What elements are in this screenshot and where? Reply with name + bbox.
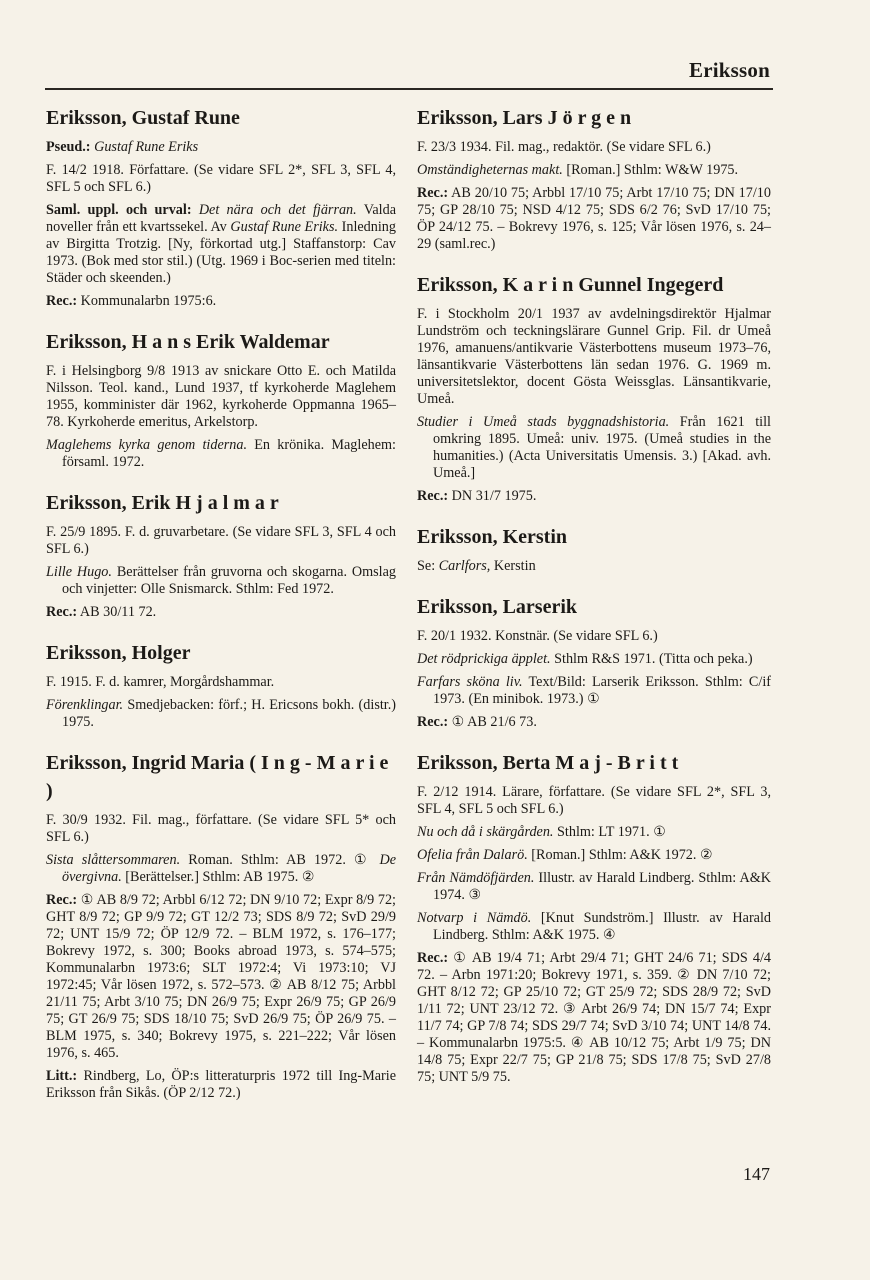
- entry: [417, 593, 771, 731]
- entry-heading: Eriksson, Erik H j a l m a r: [46, 492, 279, 514]
- text-run: DN 31/7 1975.: [448, 488, 537, 504]
- entry-heading: Eriksson, Berta M a j - B r i t t: [417, 752, 679, 774]
- running-head: Eriksson: [689, 58, 770, 82]
- field-label: Saml. uppl. och urval:: [46, 202, 199, 218]
- entry-paragraph: [46, 892, 396, 1062]
- text-run: Rindberg, Lo, ÖP:s litteraturpris 1972 till Ing-Marie Eriksson från Sikås. (ÖP 2/12 72.): [46, 1068, 396, 1101]
- entry: [46, 749, 396, 1102]
- entry-paragraph: [417, 870, 771, 904]
- left-column: [46, 104, 396, 1120]
- text-run: Berättelser från gruvorna och skogarna. Omslag och vinjetter: Olle Snismarck. Sthlm: Fed 1972.: [62, 564, 396, 597]
- title-italic: De övergivna.: [62, 852, 396, 885]
- entry-paragraph: [46, 162, 396, 196]
- entry-paragraph: [46, 293, 396, 310]
- entry-paragraph: [46, 564, 396, 598]
- entry-paragraph: [417, 784, 771, 818]
- field-label: Rec.:: [46, 892, 78, 908]
- title-italic: Farfars sköna liv.: [417, 674, 523, 690]
- entry-heading: Eriksson, Ingrid Maria ( I n g - M a r i e ): [46, 752, 389, 802]
- entry-paragraph: [417, 674, 771, 708]
- text-run: F. 23/3 1934. Fil. mag., redaktör. (Se vidare SFL 6.): [417, 139, 711, 155]
- entry-heading: Eriksson, Gustaf Rune: [46, 107, 240, 129]
- entry-paragraph: [46, 524, 396, 558]
- entry-heading: Eriksson, Larserik: [417, 596, 578, 618]
- title-italic: Nu och då i skärgården.: [417, 824, 554, 840]
- title-italic: Gustaf Rune Eriks: [94, 139, 199, 155]
- text-run: Sthlm R&S 1971. (Titta och peka.): [550, 651, 753, 667]
- title-italic: Det nära och det fjärran.: [198, 202, 357, 218]
- entry-paragraph: [417, 162, 771, 179]
- entry-paragraph: [46, 697, 396, 731]
- text-run: F. 20/1 1932. Konstnär. (Se vidare SFL 6.): [417, 628, 658, 644]
- entry: [46, 489, 396, 621]
- text-run: Inledning av Birgitta Trotzig. [Ny, förkortad utg.] Staffanstorp: Cav 1973. (Bok med stor stil.) (Utg. 1969 i Boc-serien med titeln: Städer och skeenden.): [46, 219, 396, 286]
- title-italic: Studier i Umeå stads byggnadshistoria.: [417, 414, 670, 430]
- entry-paragraph: [417, 847, 771, 864]
- entry-paragraph: [417, 488, 771, 505]
- field-label: Rec.:: [46, 293, 78, 309]
- entry-paragraph: [46, 852, 396, 886]
- title-italic: Sista slåttersommaren.: [46, 852, 181, 868]
- title-italic: Det rödprickiga äpplet.: [417, 651, 551, 667]
- entry-paragraph: [46, 139, 396, 156]
- title-italic: Från Nämdöfjärden.: [417, 870, 535, 886]
- entry-paragraph: [46, 812, 396, 846]
- entry-heading: Eriksson, Kerstin: [417, 526, 568, 548]
- text-run: [Roman.] Sthlm: W&W 1975.: [562, 162, 739, 178]
- text-run: Valda noveller från ett kvartssekel. Av: [46, 202, 397, 235]
- entry-paragraph: [417, 185, 771, 253]
- text-run: F. 1915. F. d. kamrer, Morgårdshammar.: [46, 674, 275, 690]
- title-italic: Carlfors,: [438, 558, 491, 574]
- right-column: [417, 104, 771, 1104]
- text-run: Se:: [417, 558, 439, 574]
- entry: [417, 271, 771, 505]
- field-label: Rec.:: [46, 604, 78, 620]
- entry-heading: Eriksson, Holger: [46, 642, 191, 664]
- field-label: Pseud.:: [46, 139, 91, 155]
- text-run: AB 30/11 72.: [77, 604, 157, 620]
- entry-paragraph: [417, 824, 771, 841]
- entry-heading: Eriksson, Lars J ö r g e n: [417, 107, 632, 129]
- entry: [46, 104, 396, 310]
- title-italic: Notvarp i Nämdö.: [417, 910, 532, 926]
- entry-heading: Eriksson, H a n s Erik Waldemar: [46, 331, 330, 353]
- field-label: Rec.:: [417, 185, 449, 201]
- text-run: F. 25/9 1895. F. d. gruvarbetare. (Se vidare SFL 3, SFL 4 och SFL 6.): [46, 524, 396, 557]
- entry: [417, 749, 771, 1086]
- entry-paragraph: [46, 674, 396, 691]
- entry-paragraph: [46, 437, 396, 471]
- entry-paragraph: [417, 651, 771, 668]
- text-run: F. i Helsingborg 9/8 1913 av snickare Otto E. och Matilda Nilsson. Teol. kand., Lund 1937, tf kyrkoherde Maglehem 1955, komminister där 1962, kyrkoherde Oppmanna 1965–78. Kyrkoherde emeritus, Arkelstorp.: [46, 363, 396, 430]
- text-run: AB 20/10 75; Arbbl 17/10 75; Arbt 17/10 75; DN 17/10 75; GP 28/10 75; NSD 4/12 75; SDS 6/2 76; SvD 17/10 75; ÖP 24/12 75. – Bokrevy 1976, s. 125; Vår lösen 1976, s. 24–29 (saml.rec.): [417, 185, 771, 252]
- entry-paragraph: [46, 1068, 396, 1102]
- header-rule: [45, 88, 773, 90]
- title-italic: Förenklingar.: [46, 697, 124, 713]
- entry-paragraph: [46, 363, 396, 431]
- text-run: [Berättelser.] Sthlm: AB 1975. ②: [121, 869, 315, 885]
- entry-paragraph: [417, 558, 771, 575]
- entry-heading: Eriksson, K a r i n Gunnel Ingegerd: [417, 274, 724, 296]
- text-run: Illustr. av Harald Lindberg. Sthlm: A&K 1974. ③: [433, 870, 771, 903]
- text-run: [Knut Sundström.] Illustr. av Harald Lindberg. Sthlm: A&K 1975. ④: [433, 910, 771, 943]
- entry-paragraph: [417, 414, 771, 482]
- text-run: Kerstin: [490, 558, 536, 574]
- field-label: Rec.:: [417, 950, 449, 966]
- text-run: Roman. Sthlm: AB 1972. ①: [180, 852, 380, 868]
- text-run: ① AB 21/6 73.: [448, 714, 537, 730]
- title-italic: Gustaf Rune Eriks.: [230, 219, 339, 235]
- title-italic: Lille Hugo.: [46, 564, 112, 580]
- entry-paragraph: [46, 202, 396, 287]
- text-run: F. i Stockholm 20/1 1937 av avdelningsdirektör Hjalmar Lundström och teckningslärare Gunnel Grip. Fil. dr Umeå 1976, amanuens/antikvarie Västerbottens museum 1973–76, länsantikvarie Västerbottens län sedan 1976. G. 1969 m. universitetslektor, docent Gösta Weissglas. Länsantikvarie, Umeå.: [417, 306, 771, 407]
- entry: [46, 328, 396, 471]
- text-run: F. 14/2 1918. Författare. (Se vidare SFL 2*, SFL 3, SFL 4, SFL 5 och SFL 6.): [46, 162, 396, 195]
- entry-paragraph: [417, 714, 771, 731]
- field-label: Litt.:: [46, 1068, 78, 1084]
- entry: [417, 104, 771, 253]
- text-run: Kommunalarbn 1975:6.: [77, 293, 217, 309]
- entry-paragraph: [417, 910, 771, 944]
- field-label: Rec.:: [417, 488, 449, 504]
- text-run: F. 2/12 1914. Lärare, författare. (Se vidare SFL 2*, SFL 3, SFL 4, SFL 5 och SFL 6.): [417, 784, 771, 817]
- field-label: Rec.:: [417, 714, 449, 730]
- text-run: Från 1621 till omkring 1895. Umeå: univ. 1975. (Umeå studies in the humanities.) (Acta Universitatis Umensis. 3.) [Akad. avh. Umeå.]: [433, 414, 771, 481]
- text-run: ① AB 19/4 71; Arbt 29/4 71; GHT 24/6 71; SDS 4/4 72. – Arbn 1971:20; Bokrevy 1971, s. 359. ② DN 7/10 72; GHT 8/12 72; GP 25/10 72; GT 25/9 72; SDS 28/9 72; SvD 1/11 72; UNT 23/12 72. ③ Arbt 26/9 74; DN 15/7 74; Expr 11/7 74; GP 7/8 74; SDS 29/7 74; SvD 3/10 74; UNT 14/8 74. – Kommunalarbn 1975:5. ④ AB 10/12 75; Arbt 1/9 75; DN 14/8 75; Expr 22/7 75; GP 21/8 75; SDS 17/8 75; SvD 27/8 75; UNT 5/9 75.: [417, 950, 771, 1085]
- entry-paragraph: [417, 306, 771, 408]
- page-number: 147: [743, 1164, 770, 1184]
- text-run: [Roman.] Sthlm: A&K 1972. ②: [527, 847, 713, 863]
- text-run: Text/Bild: Larserik Eriksson. Sthlm: C/if 1973. (En minibok. 1973.) ①: [433, 674, 771, 707]
- title-italic: Ofelia från Dalarö.: [417, 847, 528, 863]
- title-italic: Omständigheternas makt.: [417, 162, 563, 178]
- title-italic: Maglehems kyrka genom tiderna.: [46, 437, 247, 453]
- entry: [46, 639, 396, 731]
- entry-paragraph: [417, 139, 771, 156]
- entry: [417, 523, 771, 575]
- text-run: Smedjebacken: förf.; H. Ericsons bokh. (distr.) 1975.: [62, 697, 396, 730]
- entry-paragraph: [46, 604, 396, 621]
- entry-paragraph: [417, 950, 771, 1086]
- entry-paragraph: [417, 628, 771, 645]
- text-run: F. 30/9 1932. Fil. mag., författare. (Se vidare SFL 5* och SFL 6.): [46, 812, 396, 845]
- text-run: Sthlm: LT 1971. ①: [553, 824, 666, 840]
- text-run: En krönika. Maglehem: församl. 1972.: [62, 437, 396, 470]
- text-run: ① AB 8/9 72; Arbbl 6/12 72; DN 9/10 72; Expr 8/9 72; GHT 8/9 72; GP 9/9 72; GT 12/2 73; SDS 8/9 72; SvD 29/9 72; UNT 15/9 72; ÖP 12/9 72. – BLM 1972, s. 176–177; Bokrevy 1972, s. 300; Books abroad 1973, s. 574–575; Kommunalarbn 1973:6; SLT 1972:4; Vi 1973:10; VJ 1972:45; Vår lösen 1972, s. 572–573. ② AB 8/12 75; Arbbl 21/11 75; Arbt 3/10 75; DN 26/9 75; Expr 26/9 75; GP 26/9 75; GT 26/9 75; SDS 18/10 75; SvD 26/9 75; ÖP 26/9 75. – BLM 1975, s. 340; Bokrevy 1975, s. 221–222; Vår lösen 1976, s. 465.: [46, 892, 396, 1061]
